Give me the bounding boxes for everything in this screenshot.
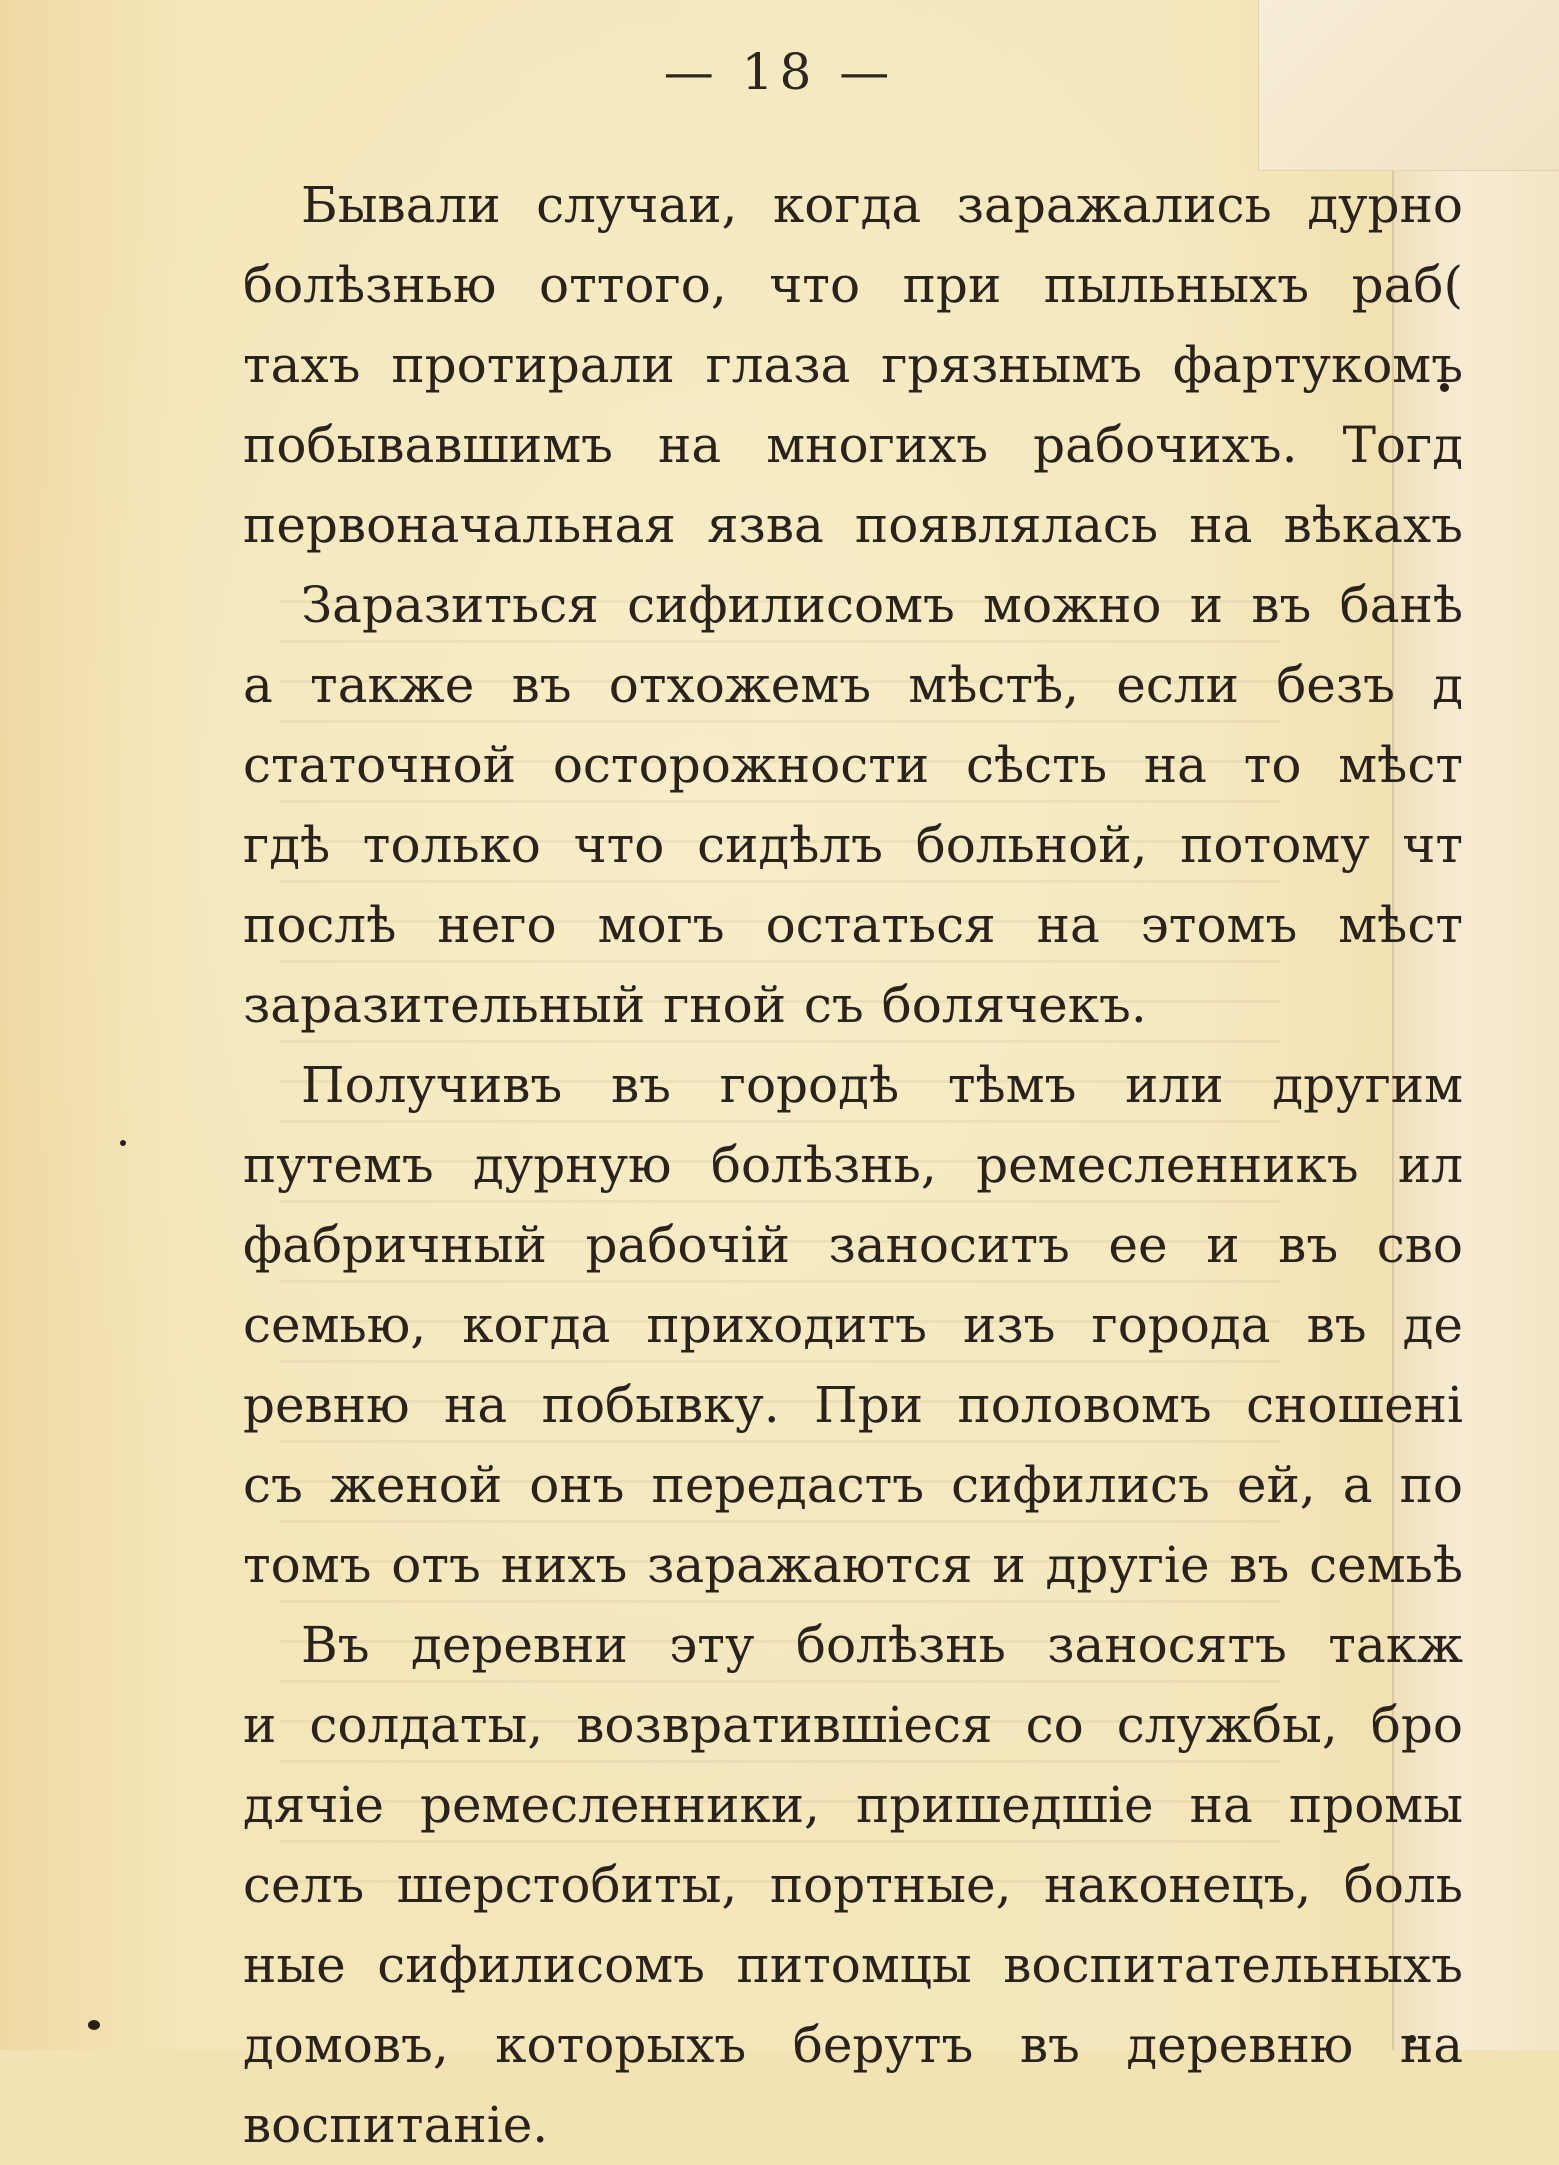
paragraph xyxy=(243,565,1463,1045)
text-line: домовъ, которыхъ берутъ въ деревню на xyxy=(243,2016,1463,2074)
text-line: фабричный рабочій заноситъ ее и въ сво xyxy=(243,1216,1463,1274)
page-number: — 18 — xyxy=(663,43,896,101)
text-line: воспитаніе. xyxy=(243,2096,549,2154)
text-line: первоначальная язва появлялась на вѣкахъ xyxy=(243,496,1463,554)
text-line: Получивъ въ городѣ тѣмъ или другим xyxy=(301,1056,1463,1114)
text-line: селъ шерстобиты, портные, наконецъ, боль xyxy=(243,1856,1463,1914)
text-line: Въ деревни эту болѣзнь заносятъ такж xyxy=(301,1616,1463,1674)
text-line: тахъ протирали глаза грязнымъ фартукомъ xyxy=(243,336,1463,394)
text-line: Бывали случаи, когда заражались дурно xyxy=(301,176,1463,234)
text-line: Заразиться сифилисомъ можно и въ банѣ xyxy=(301,576,1463,634)
ink-speck xyxy=(88,2020,100,2030)
text-line: ные сифилисомъ питомцы воспитательныхъ xyxy=(243,1936,1463,1994)
text-line: томъ отъ нихъ заражаются и другіе въ семьѣ xyxy=(243,1536,1463,1594)
text-line: болѣзнью оттого, что при пыльныхъ раб( xyxy=(243,256,1463,314)
text-line: послѣ него могъ остаться на этомъ мѣст xyxy=(243,896,1463,954)
paragraph xyxy=(243,165,1463,565)
text-line: а также въ отхожемъ мѣстѣ, если безъ д xyxy=(243,656,1463,714)
paragraph xyxy=(243,1605,1463,2165)
text-line: заразительный гной съ болячекъ. xyxy=(243,976,1147,1034)
text-line: ревню на побывку. При половомъ сношені xyxy=(243,1376,1463,1434)
paragraph xyxy=(243,1045,1463,1605)
text-line: статочной осторожности сѣсть на то мѣст xyxy=(243,736,1463,794)
ink-speck xyxy=(120,1140,126,1146)
text-line: дячіе ремесленники, пришедшіе на промы xyxy=(243,1776,1463,1834)
text-line: путемъ дурную болѣзнь, ремесленникъ ил xyxy=(243,1136,1463,1194)
text-line: семью, когда приходитъ изъ города въ де xyxy=(243,1296,1463,1354)
text-line: и солдаты, возвратившіеся со службы, бро xyxy=(243,1696,1463,1754)
text-line: побывавшимъ на многихъ рабочихъ. Тогд xyxy=(243,416,1463,474)
text-line: гдѣ только что сидѣлъ больной, потому чт xyxy=(243,816,1463,874)
text-line: съ женой онъ передастъ сифилисъ ей, а по xyxy=(243,1456,1463,1514)
body-text xyxy=(243,165,1463,2165)
